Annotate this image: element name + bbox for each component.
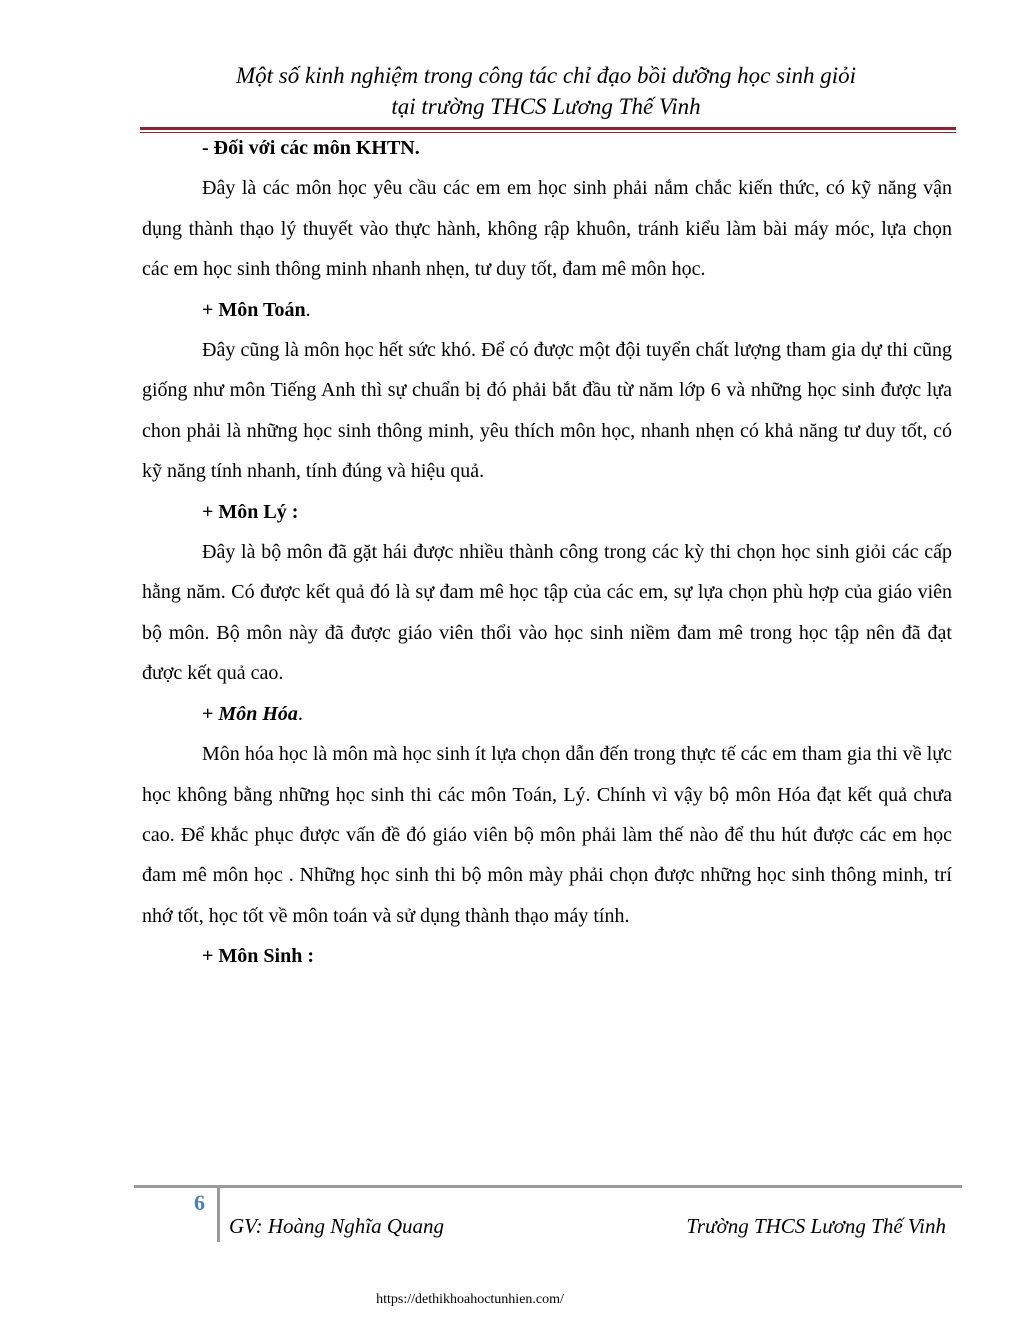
- document-body: [142, 128, 952, 977]
- hoa-heading-suffix: .: [297, 702, 303, 725]
- header-title-line-1: Một số kinh nghiệm trong công tác chỉ đạo bồi dưỡng học sinh giỏi: [236, 63, 856, 88]
- header-title-line-2: tại trường THCS Lương Thế Vinh: [391, 94, 701, 119]
- sinh-heading: + Môn Sinh :: [202, 945, 314, 968]
- page-number: 6: [194, 1190, 205, 1215]
- ly-heading: + Môn Lý :: [202, 500, 299, 523]
- footer-school: Trường THCS Lương Thế Vinh: [686, 1214, 946, 1238]
- footer-author: GV: Hoàng Nghĩa Quang: [229, 1214, 445, 1238]
- khtn-heading: - Đối với các môn KHTN.: [202, 137, 420, 159]
- toan-heading-line: [142, 290, 952, 330]
- toan-heading-suffix: .: [305, 298, 311, 321]
- hoa-paragraph: Môn hóa học là môn mà học sinh ít lựa chọn dẫn đến trong thực tế các em tham gia thi về lực học không bằng những học sinh thi các môn Toán, Lý. Chính vì vậy bộ môn Hóa đạt kết quả chưa cao. Để khắc phục được vấn đề đó giáo viên bộ môn phải làm thế nào để thu hút được các em học đam mê môn học . Những học sinh thi bộ môn mày phải chọn được những học sinh thông minh, trí nhớ tốt, học tốt về môn toán và sử dụng thành thạo máy tính.: [142, 743, 952, 927]
- footer-divider: [134, 1185, 962, 1188]
- page-header-title: [140, 60, 952, 122]
- ly-paragraph: Đây là bộ môn đã gặt hái được nhiều thành công trong các kỳ thi chọn học sinh giỏi các cấp hằng năm. Có được kết quả đó là sự đam mê học tập của các em, sự lựa chọn phù hợp của giáo viên bộ môn. Bộ môn này đã được giáo viên thổi vào học sinh niềm đam mê trong học tập nên đã đạt được kết quả cao.: [142, 541, 952, 685]
- khtn-paragraph: Đây là các môn học yêu cầu các em em học sinh phải nắm chắc kiến thức, có kỹ năng vận dụng thành thạo lý thuyết vào thực hành, không rập khuôn, tránh kiểu làm bài máy móc, lựa chọn các em học sinh thông minh nhanh nhẹn, tư duy tốt, đam mê môn học.: [142, 177, 952, 281]
- toan-heading: + Môn Toán: [202, 298, 306, 321]
- hoa-heading-prefix: +: [202, 702, 219, 725]
- footer-vertical-divider: [217, 1188, 220, 1242]
- toan-paragraph: Đây cũng là môn học hết sức khó. Để có được một đội tuyển chất lượng tham gia dự thi cũng giống như môn Tiếng Anh thì sự chuẩn bị đó phải bắt đầu từ năm lớp 6 và những học sinh được lựa chon phải là những học sinh thông minh, yêu thích môn học, nhanh nhẹn có khả năng tư duy tốt, có kỹ năng tính nhanh, tính đúng và hiệu quả.: [142, 339, 952, 483]
- source-url[interactable]: https://dethikhoahoctunhien.com/: [376, 1292, 564, 1307]
- hoa-heading: Môn Hóa: [218, 702, 298, 725]
- hoa-heading-line: [142, 694, 952, 734]
